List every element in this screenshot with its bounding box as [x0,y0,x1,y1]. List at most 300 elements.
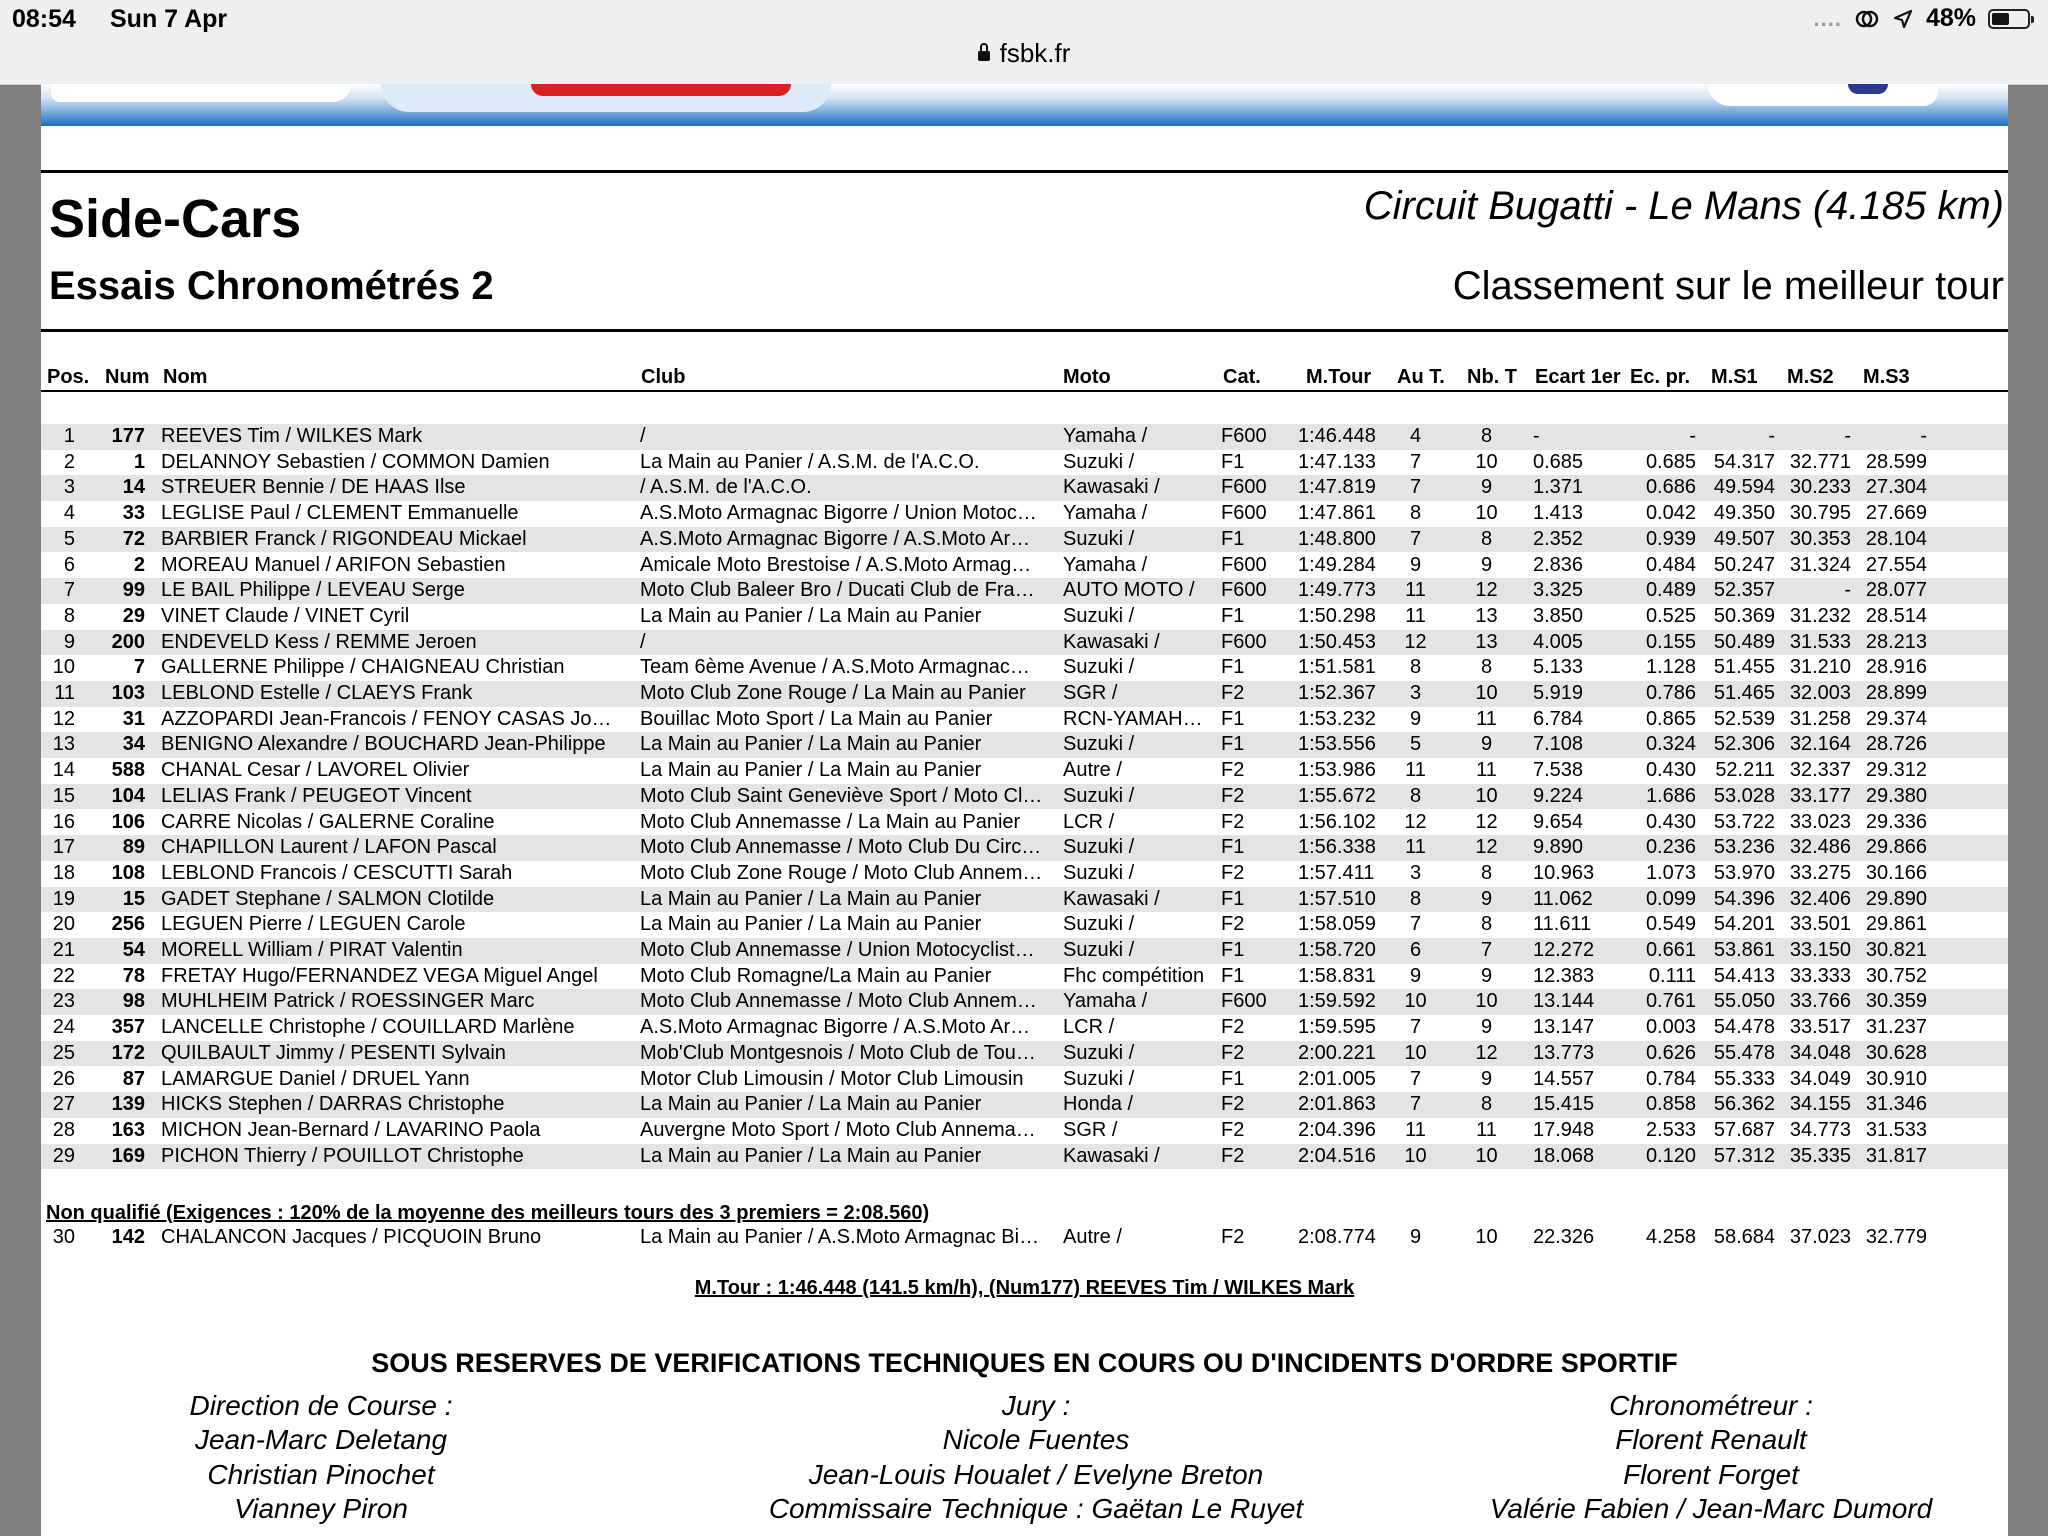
table-row [41,681,2008,707]
credits-name: Valérie Fabien / Jean-Marc Dumord [1489,1493,1933,1525]
best-lap-summary: M.Tour : 1:46.448 (141.5 km/h), (Num177) REEVES Tim / WILKES Mark [694,1277,1355,1299]
cell-nom: HICKS Stephen / DARRAS Christophe [161,1093,505,1116]
cell-ms1: 53.028 [1713,784,1775,807]
cell-aut: 11 [1405,836,1426,859]
table-row [41,912,2008,938]
cell-cat: F2 [1221,810,1245,833]
cell-cat: F600 [1221,502,1267,525]
table-row [41,1144,2008,1170]
cell-mtour: 1:47.133 [1298,450,1376,473]
cell-moto: Yamaha / [1063,990,1148,1013]
cell-ms3: 32.779 [1865,1226,1927,1248]
cell-num: 142 [111,1226,145,1248]
cell-ms3: 27.669 [1865,502,1927,525]
location-icon [1892,8,1914,30]
cell-mtour: 1:58.720 [1298,939,1376,961]
cell-club: Moto Club Romagne/La Main au Panier [640,964,992,987]
cell-aut: 11 [1405,579,1426,602]
cell-pos: 20 [52,913,75,936]
cell-moto: Yamaha / [1063,425,1148,447]
cell-nbt: 10 [1475,502,1498,525]
cell-pos: 16 [52,810,75,833]
cell-ecpr: 0.525 [1645,604,1696,627]
col-mtour: M.Tour [1306,366,1372,388]
cell-aut: 11 [1405,1118,1426,1141]
cell-mtour: 1:56.102 [1298,810,1376,833]
cell-ms2: 34.155 [1789,1093,1851,1116]
cell-nbt: 9 [1480,733,1493,756]
cell-pos: 11 [54,682,75,704]
cell-moto: Autre / [1063,759,1122,782]
cell-ms3: 28.916 [1865,656,1927,679]
cell-club: La Main au Panier / La Main au Panier [640,1144,982,1167]
address-bar[interactable] [0,38,2048,69]
browser-status-bar [0,0,2048,85]
cell-nbt: 10 [1475,784,1498,807]
cell-ecart1: 9.224 [1533,784,1584,807]
table-row [41,630,2008,656]
fsbk-header-banner [41,84,2008,126]
cell-moto: LCR / [1063,1016,1115,1039]
cell-num: 588 [111,759,145,782]
cell-ms3: - [1920,425,1927,447]
status-date: Sun 7 Apr [110,5,228,33]
cell-ms2: 32.164 [1789,733,1851,756]
cell-ecpr: 0.858 [1645,1093,1696,1116]
credits-name: Jean-Marc Deletang [194,1424,448,1456]
status-time: 08:54 [12,5,76,33]
cell-club: Moto Club Zone Rouge / La Main au Panier [640,682,1026,704]
col-ms1: M.S1 [1711,366,1758,388]
page-title: Side-Cars [49,189,302,249]
cell-ms2: 33.766 [1789,990,1851,1013]
cell-nom: LAMARGUE Daniel / DRUEL Yann [161,1067,470,1090]
cell-aut: 9 [1409,964,1422,987]
cell-cat: F2 [1221,784,1245,807]
cell-ms2: - [1844,579,1851,602]
cell-num: 163 [111,1118,145,1141]
cell-mtour: 1:55.672 [1298,784,1376,807]
cell-club: Team 6ème Avenue / A.S.Moto Armagnac… [640,656,1030,679]
cell-ecpr: 0.155 [1645,630,1696,653]
table-row [41,784,2008,810]
cell-cat: F1 [1221,939,1245,961]
cell-mtour: 1:58.831 [1298,964,1376,987]
table-row [41,1225,2008,1251]
cell-nom: LEGLISE Paul / CLEMENT Emmanuelle [161,502,519,525]
cell-ms1: 55.478 [1713,1041,1775,1064]
cell-pos: 21 [52,939,75,961]
cell-cat: F2 [1221,913,1245,936]
cell-moto: AUTO MOTO / [1063,579,1195,602]
cell-ecpr: 0.686 [1645,476,1696,499]
cell-ecart1: 11.062 [1533,887,1593,910]
cell-ecart1: 12.272 [1533,939,1595,961]
cell-ecpr: 0.003 [1645,1016,1696,1039]
cell-nom: LELIAS Frank / PEUGEOT Vincent [161,784,472,807]
cell-ecpr: 0.430 [1645,810,1696,833]
cell-moto: Yamaha / [1063,553,1148,576]
cell-ms1: 55.050 [1713,990,1775,1013]
cell-ms2: 33.501 [1789,913,1851,936]
cell-club: La Main au Panier / La Main au Panier [640,733,982,756]
status-indicators [1814,4,2031,33]
cell-ecpr: 0.484 [1645,553,1696,576]
cell-aut: 9 [1409,553,1422,576]
cell-num: 2 [133,553,145,576]
cell-pos: 18 [52,861,75,884]
table-row [41,578,2008,604]
cell-ecart1: 7.538 [1533,759,1584,782]
cell-nbt: 8 [1480,1093,1493,1116]
col-num: Num [105,366,150,388]
cell-nom: MORELL William / PIRAT Valentin [161,939,463,961]
cell-club: Motor Club Limousin / Motor Club Limousin [640,1067,1024,1090]
cell-mtour: 1:50.298 [1298,604,1376,627]
cell-mtour: 1:56.338 [1298,836,1376,859]
cell-nom: MOREAU Manuel / ARIFON Sebastien [161,553,506,576]
cell-ms3: 27.304 [1865,476,1927,499]
cell-moto: Suzuki / [1063,1067,1135,1090]
cell-ecpr: 0.120 [1645,1144,1696,1167]
cell-num: 33 [122,502,145,525]
cell-aut: 8 [1409,502,1422,525]
cell-ecpr: 0.761 [1645,990,1696,1013]
cell-ms2: 33.275 [1789,861,1851,884]
col-ecart1: Ecart 1er [1535,366,1621,388]
cell-cat: F2 [1221,1093,1245,1116]
cell-cat: F600 [1221,579,1267,602]
focus-mode-icon [1854,8,1880,30]
cell-nom: VINET Claude / VINET Cyril [161,604,410,627]
cell-ecart1: 5.133 [1533,656,1584,679]
cell-mtour: 1:57.510 [1298,887,1376,910]
cell-mtour: 2:01.863 [1298,1093,1376,1116]
cell-club: Moto Club Annemasse / Moto Club Annem… [640,990,1037,1013]
col-club: Club [641,366,686,388]
table-row [41,1092,2008,1118]
credits-name: Jean-Louis Houalet / Evelyne Breton [808,1458,1264,1490]
cell-ecpr: 0.236 [1645,836,1696,859]
cell-mtour: 1:49.773 [1298,579,1376,602]
cell-aut: 7 [1409,1093,1422,1116]
cell-mtour: 1:49.284 [1298,553,1376,576]
table-row [41,732,2008,758]
cell-aut: 10 [1404,990,1427,1013]
cell-ecpr: 1.073 [1645,861,1696,884]
credits-title: Chronométreur : [1609,1390,1813,1421]
cell-ms1: 51.455 [1713,656,1775,679]
cell-nbt: 10 [1475,990,1498,1013]
cell-moto: Suzuki / [1063,656,1135,679]
cell-cat: F600 [1221,630,1267,653]
cell-ms1: 51.465 [1713,682,1775,704]
cell-ecart1: 2.836 [1533,553,1584,576]
col-ecpr: Ec. pr. [1630,366,1691,388]
cell-ms2: 33.517 [1789,1016,1851,1039]
table-row [41,655,2008,681]
cell-ms3: 31.237 [1865,1016,1927,1039]
col-ms2: M.S2 [1787,366,1834,388]
lock-icon [978,51,990,61]
cell-cat: F1 [1221,1067,1245,1090]
cell-ms3: 27.554 [1865,553,1927,576]
cell-ecpr: 0.626 [1645,1041,1696,1064]
cell-club: Moto Club Annemasse / La Main au Panier [640,810,1021,833]
cell-ms3: 29.866 [1865,836,1927,859]
credits-name: Nicole Fuentes [942,1424,1130,1456]
session-title: Essais Chronométrés 2 [49,264,494,308]
cell-aut: 12 [1404,630,1427,653]
cell-ecart1: 13.147 [1533,1016,1595,1039]
cell-pos: 15 [52,784,75,807]
cell-aut: 10 [1404,1041,1427,1064]
cell-ms1: 58.684 [1713,1226,1775,1248]
cell-num: 34 [122,733,145,756]
non-qualified-heading: Non qualifié (Exigences : 120% de la moyenne des meilleurs tours des 3 premiers = 2:08.560) [46,1202,930,1224]
cell-aut: 8 [1409,656,1422,679]
cell-club: La Main au Panier / A.S.M. de l'A.C.O. [640,450,980,473]
cell-nom: GADET Stephane / SALMON Clotilde [161,887,495,910]
cell-mtour: 1:48.800 [1298,527,1376,550]
cell-pos: 2 [63,450,75,473]
cell-moto: SGR / [1063,1118,1118,1141]
top-rule [41,170,2008,173]
cell-ms2: 35.335 [1789,1144,1851,1167]
cell-num: 99 [122,579,145,602]
cell-ecart1: 13.773 [1533,1041,1595,1064]
cell-aut: 7 [1409,1016,1422,1039]
cell-nbt: 10 [1475,1226,1498,1248]
cell-ms2: 31.324 [1789,553,1851,576]
table-row [41,810,2008,836]
cell-cat: F600 [1221,553,1267,576]
cell-nbt: 8 [1480,527,1493,550]
cell-cat: F2 [1221,1041,1245,1064]
cell-aut: 7 [1409,450,1422,473]
cell-nom: BENIGNO Alexandre / BOUCHARD Jean-Philippe [161,733,606,756]
cell-nom: LE BAIL Philippe / LEVEAU Serge [161,579,465,602]
cell-club: Bouillac Moto Sport / La Main au Panier [640,707,993,730]
table-row [41,989,2008,1015]
cell-nom: LEBLOND Estelle / CLAEYS Frank [161,682,473,704]
cell-nom: MUHLHEIM Patrick / ROESSINGER Marc [161,990,535,1013]
cell-ms1: 49.507 [1713,527,1775,550]
table-row [41,1118,2008,1144]
cell-nbt: 9 [1480,887,1493,910]
cell-moto: Suzuki / [1063,604,1135,627]
cell-ecart1: 3.850 [1533,604,1584,627]
cell-nom: AZZOPARDI Jean-Francois / FENOY CASAS Jo… [161,707,612,730]
cell-pos: 30 [52,1226,75,1248]
cell-ecpr: 0.865 [1645,707,1696,730]
cell-num: 1 [133,450,145,473]
col-nbt: Nb. T [1467,366,1517,388]
cell-ms1: 54.317 [1713,450,1775,473]
cell-ecpr: 0.939 [1645,527,1696,550]
table-row [41,835,2008,861]
cell-club: La Main au Panier / La Main au Panier [640,759,982,782]
cell-ms1: 54.413 [1713,964,1775,987]
table-row [41,861,2008,887]
cell-mtour: 2:04.396 [1298,1118,1376,1141]
cell-pos: 29 [52,1144,75,1167]
cell-num: 172 [111,1041,145,1064]
cell-moto: Honda / [1063,1093,1134,1116]
cell-pos: 27 [52,1093,75,1116]
cell-nom: STREUER Bennie / DE HAAS Ilse [161,476,466,499]
cell-nom: LEBLOND Francois / CESCUTTI Sarah [161,861,513,884]
cell-aut: 8 [1409,887,1422,910]
cell-ms1: 53.970 [1713,861,1775,884]
cell-moto: Suzuki / [1063,1041,1135,1064]
cell-ms1: 49.350 [1713,502,1775,525]
cell-ecart1: 4.005 [1533,630,1584,653]
cell-ms1: 53.722 [1713,810,1775,833]
cell-ms3: 29.312 [1865,759,1927,782]
cell-moto: Kawasaki / [1063,630,1160,653]
cell-ecart1: 1.413 [1533,502,1584,525]
credits-jury [701,1389,1371,1527]
cell-moto: Yamaha / [1063,502,1148,525]
cell-aut: 4 [1409,425,1422,447]
table-row [41,707,2008,733]
cell-nom: BARBIER Franck / RIGONDEAU Mickael [161,527,527,550]
cell-club: Auvergne Moto Sport / Moto Club Annema… [640,1118,1036,1141]
cell-ecart1: 11.611 [1533,913,1592,936]
cell-ecart1: 9.654 [1533,810,1584,833]
cell-nbt: 9 [1480,964,1493,987]
cell-aut: 7 [1409,1067,1422,1090]
cell-ms2: 32.003 [1789,682,1851,704]
cell-ms2: 30.233 [1789,476,1851,499]
cell-ecart1: 1.371 [1533,476,1584,499]
cell-mtour: 1:52.367 [1298,682,1376,704]
cell-ms2: 34.773 [1789,1118,1851,1141]
cell-nom: DELANNOY Sebastien / COMMON Damien [161,450,550,473]
cell-ecpr: 0.784 [1645,1067,1696,1090]
cell-aut: 3 [1409,861,1422,884]
cell-ms3: 28.104 [1865,527,1927,550]
cell-aut: 5 [1409,733,1422,756]
cell-ms3: 30.821 [1865,939,1927,961]
cell-nbt: 13 [1475,604,1498,627]
cell-nom: MICHON Jean-Bernard / LAVARINO Paola [161,1118,541,1141]
cell-ms2: 37.023 [1789,1226,1851,1248]
cell-nom: CHAPILLON Laurent / LAFON Pascal [161,836,497,859]
cell-ms1: 54.396 [1713,887,1775,910]
cell-ms1: 57.312 [1713,1144,1775,1167]
cell-ms1: 49.594 [1713,476,1775,499]
cell-pos: 26 [52,1067,75,1090]
cell-ms1: 54.201 [1713,913,1775,936]
table-row [41,604,2008,630]
cell-ms3: 30.910 [1865,1067,1927,1090]
cell-nbt: 10 [1475,1144,1498,1167]
cell-moto: Suzuki / [1063,836,1135,859]
cell-pos: 6 [63,553,75,576]
cell-aut: 6 [1409,939,1422,961]
cell-aut: 9 [1409,707,1422,730]
cell-ecpr: 0.042 [1645,502,1696,525]
cell-moto: Kawasaki / [1063,476,1160,499]
cell-num: 108 [111,861,145,884]
cell-ms3: 31.346 [1865,1093,1927,1116]
cell-cat: F1 [1221,527,1245,550]
cell-cat: F1 [1221,450,1245,473]
cell-cat: F1 [1221,656,1245,679]
cell-num: 14 [122,476,145,499]
cell-mtour: 1:59.595 [1298,1016,1376,1039]
cell-ms3: 30.166 [1865,861,1927,884]
cell-aut: 7 [1409,913,1422,936]
cell-ecart1: 0.685 [1533,450,1584,473]
cell-aut: 8 [1409,784,1422,807]
fsbk-logo [381,84,831,112]
credits-name: Florent Forget [1623,1458,1799,1490]
cell-ms2: 32.406 [1789,887,1851,910]
cell-num: 87 [122,1067,145,1090]
cell-nom: REEVES Tim / WILKES Mark [161,425,423,447]
table-row [41,887,2008,913]
cell-cat: F1 [1221,887,1245,910]
cell-mtour: 1:57.411 [1298,861,1375,884]
cell-ecpr: 0.786 [1645,682,1696,704]
table-row [41,1067,2008,1093]
table-row [41,475,2008,501]
cell-club: Moto Club Zone Rouge / Moto Club Annem… [640,861,1043,884]
credits-title: Jury : [1001,1390,1071,1421]
results-document [41,84,2008,1536]
credits-timekeeper [1411,1389,2008,1527]
cell-ms2: 30.795 [1789,502,1851,525]
cell-pos: 1 [63,425,75,447]
cell-ecpr: 0.661 [1645,939,1696,961]
cell-ms1: 52.306 [1713,733,1775,756]
cell-ms3: 28.213 [1865,630,1927,653]
cell-ecpr: 4.258 [1645,1226,1696,1248]
cell-nbt: 9 [1480,1016,1493,1039]
cell-aut: 9 [1409,1226,1422,1248]
cell-nbt: 9 [1480,553,1493,576]
cell-aut: 12 [1404,810,1427,833]
cell-pos: 9 [63,630,75,653]
cell-aut: 11 [1405,604,1426,627]
cell-mtour: 1:51.581 [1298,656,1376,679]
banner-logo-right [1708,84,1938,106]
cell-moto: LCR / [1063,810,1115,833]
cell-ecart1: 22.326 [1533,1226,1595,1248]
col-nom: Nom [163,366,208,388]
table-row [41,424,2008,450]
cell-pos: 7 [63,579,75,602]
cell-ecpr: 0.685 [1645,450,1696,473]
cell-moto: RCN-YAMAH… [1063,707,1203,730]
signal-icon: .... [1813,5,1842,31]
cell-nbt: 8 [1480,861,1493,884]
cell-mtour: 2:00.221 [1298,1041,1376,1064]
cell-ecart1: 13.144 [1533,990,1595,1013]
cell-mtour: 1:46.448 [1298,425,1376,447]
cell-ms3: 28.599 [1865,450,1927,473]
cell-cat: F2 [1221,1118,1245,1141]
cell-club: La Main au Panier / La Main au Panier [640,604,982,627]
cell-club: Moto Club Baleer Bro / Ducati Club de Fra… [640,579,1035,602]
cell-cat: F2 [1221,861,1245,884]
credits-name: Christian Pinochet [207,1458,435,1490]
cell-pos: 4 [63,502,75,525]
cell-club: / [640,630,646,653]
